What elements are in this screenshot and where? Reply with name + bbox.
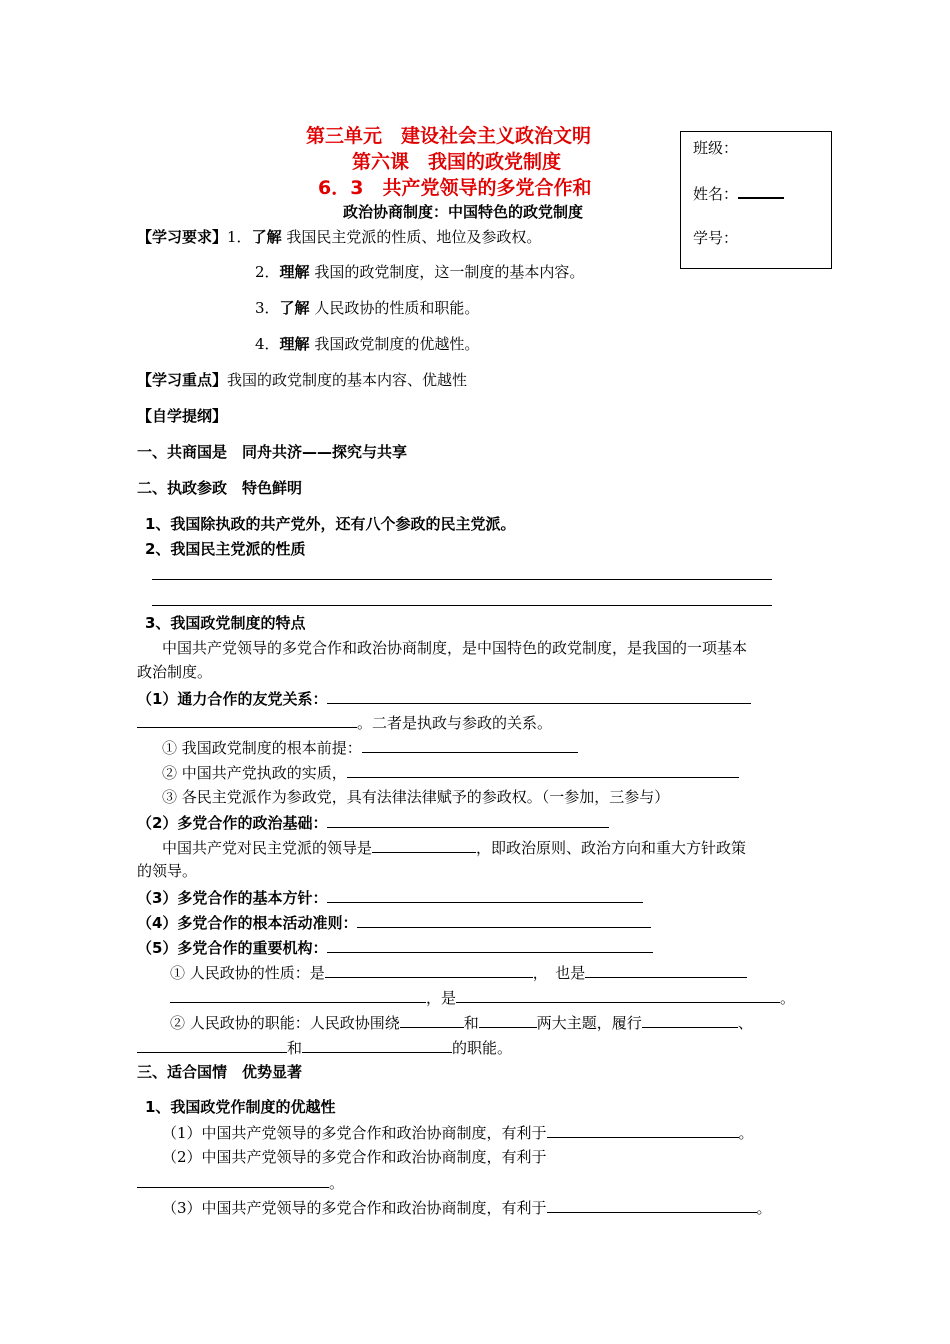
sub-point-1: ① 我国政党制度的根本前提：: [162, 737, 578, 758]
section-1-heading: 一、共商国是 同舟共济——探究与共享: [137, 443, 408, 461]
fill-blank[interactable]: [357, 912, 651, 928]
advantages-heading: 1、我国政党作制度的优越性: [145, 1098, 336, 1116]
requirement-2: 2．理解 我国的政党制度，这一制度的基本内容。: [255, 263, 585, 281]
fill-blank[interactable]: [547, 1197, 757, 1213]
fill-blank[interactable]: [327, 688, 751, 704]
fill-blank[interactable]: [547, 1122, 739, 1138]
fill-blank[interactable]: [327, 887, 643, 903]
section-title: 6．3 共产党领导的多党合作和: [318, 177, 592, 199]
requirement-3: 3．了解 人民政协的性质和职能。: [255, 299, 480, 317]
section-2-heading: 二、执政参政 特色鲜明: [137, 479, 303, 497]
sub-point-3: ③ 各民主党派作为参政党，具有法律法律赋予的参政权。（一参加，三参与）: [162, 788, 670, 806]
cppcc-functions-continued: 和 的职能。: [137, 1037, 512, 1058]
name-field[interactable]: 姓名：: [693, 182, 784, 204]
point-4: （4）多党合作的根本活动准则：: [137, 912, 651, 933]
fill-blank[interactable]: [325, 962, 533, 978]
student-info-box: [680, 131, 832, 269]
fill-blank[interactable]: [400, 1012, 464, 1028]
cppcc-nature-continued: ，是 。: [170, 987, 795, 1008]
requirement-1: 【学习要求】1．了解 我国民主党派的性质、地位及参政权。: [137, 228, 542, 246]
lesson-title: 第六课 我国的政党制度: [352, 151, 562, 173]
sub-point-2: ② 中国共产党执政的实质，: [162, 762, 739, 783]
fill-blank[interactable]: [585, 962, 747, 978]
unit-title: 第三单元 建设社会主义政治文明: [306, 125, 592, 147]
paragraph-intro-line-1: 中国共产党领导的多党合作和政治协商制度，是中国特色的政党制度，是我国的一项基本: [162, 639, 748, 657]
study-focus: 【学习重点】我国的政党制度的基本内容、优越性: [137, 371, 468, 389]
fill-blank[interactable]: [302, 1037, 452, 1053]
question-2: 2、我国民主党派的性质: [145, 540, 306, 558]
fill-blank[interactable]: [137, 1037, 287, 1053]
advantage-3: （3）中国共产党领导的多党合作和政治协商制度，有利于 。: [162, 1199, 772, 1217]
point-5: （5）多党合作的重要机构：: [137, 937, 653, 958]
point-1-continued: 。二者是执政与参政的关系。: [137, 712, 552, 733]
cppcc-functions: ② 人民政协的职能：人民政协围绕 和 两大主题，履行 、: [170, 1014, 753, 1032]
advantage-2-continued: 。: [137, 1172, 344, 1193]
fill-blank[interactable]: [347, 762, 739, 778]
fill-blank[interactable]: [456, 987, 780, 1003]
fill-blank[interactable]: [642, 1012, 738, 1028]
fill-blank[interactable]: [137, 712, 357, 728]
paragraph-intro-line-2: 政治制度。: [137, 663, 213, 681]
question-3: 3、我国政党制度的特点: [145, 614, 306, 632]
subtitle: 政治协商制度：中国特色的政党制度: [343, 203, 584, 221]
point-3: （3）多党合作的基本方针：: [137, 887, 643, 908]
student-number-field: 学号：: [693, 229, 739, 247]
point-2-text-end: 的领导。: [137, 862, 198, 880]
advantage-1: （1）中国共产党领导的多党合作和政治协商制度，有利于 。: [162, 1124, 754, 1142]
outline-label: 【自学提纲】: [137, 407, 228, 425]
fill-blank[interactable]: [327, 812, 609, 828]
advantage-2: （2）中国共产党领导的多党合作和政治协商制度，有利于: [162, 1148, 547, 1166]
class-field: 班级：: [693, 139, 739, 157]
fill-blank[interactable]: [327, 937, 653, 953]
point-2: （2）多党合作的政治基础：: [137, 812, 609, 833]
question-1: 1、我国除执政的共产党外，还有八个参政的民主党派。: [145, 515, 516, 533]
fill-blank[interactable]: [137, 1172, 329, 1188]
point-2-text: 中国共产党对民主党派的领导是 ，即政治原则、政治方向和重大方针政策: [162, 839, 747, 857]
cppcc-nature: ① 人民政协的性质：是 ， 也是: [170, 962, 747, 983]
fill-blank[interactable]: [362, 737, 578, 753]
requirement-4: 4．理解 我国政党制度的优越性。: [255, 335, 480, 353]
fill-blank[interactable]: [372, 837, 476, 853]
section-3-heading: 三、适合国情 优势显著: [137, 1063, 303, 1081]
fill-blank[interactable]: [170, 987, 426, 1003]
point-1: （1）通力合作的友党关系：: [137, 688, 751, 709]
answer-line[interactable]: [152, 605, 772, 606]
fill-blank[interactable]: [479, 1012, 537, 1028]
answer-line[interactable]: [152, 579, 772, 580]
